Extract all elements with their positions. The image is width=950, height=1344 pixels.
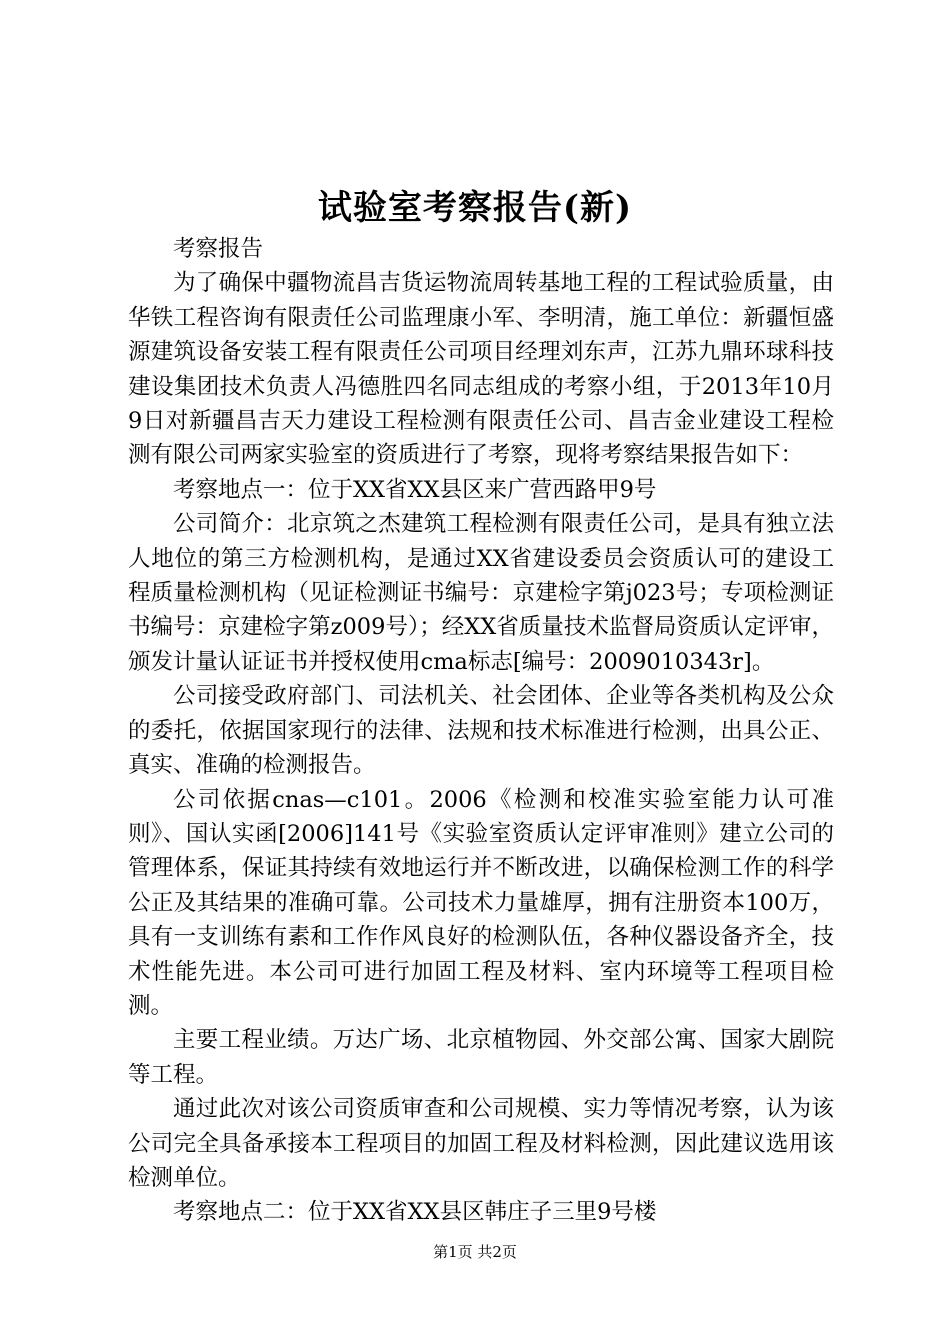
paragraph-company-profile: 公司简介：北京筑之杰建筑工程检测有限责任公司，是具有独立法人地位的第三方检测机构，是通过XX省建设委员会资质认可的建设工程质量检测机构（见证检测证书编号：京建检字第j023号；专项检测证书编号：京建检字第z009号）；经XX省质量技术监督局资质认定评审，颁发计量认证证书并授权使用cma标志[编号：2009010343r]。 [128,511,834,675]
paragraph-site-one: 考察地点一：位于XX省XX县区来广营西路甲9号 [173,476,657,503]
paragraph-achievements: 主要工程业绩。万达广场、北京植物园、外交部公寓、国家大剧院等工程。 [128,1027,834,1088]
paragraph-intro: 为了确保中疆物流昌吉货运物流周转基地工程的工程试验质量，由华铁工程咨询有限责任公司监理康小军、李明清，施工单位：新疆恒盛源建筑设备安装工程有限责任公司项目经理刘东声，江苏九鼎环球科技建设集团技术负责人冯德胜四名同志组成的考察小组，于2013年10月9日对新疆昌吉天力建设工程检测有限责任公司、昌吉金业建设工程检测有限公司两家实验室的资质进行了考察，现将考察结果报告如下： [128,270,834,469]
document-title: 试验室考察报告(新) [317,188,633,228]
paragraph-management-system: 公司依据cnas—c101。2006《检测和校准实验室能力认可准则》、国认实函[2006]141号《实验室资质认定评审准则》建立公司的管理体系，保证其持续有效地运行并不断改进，以确保检测工作的科学公正及其结果的准确可靠。公司技术力量雄厚，拥有注册资本100万，具有一支训练有素和工作作风良好的检测队伍，各种仪器设备齐全，技术性能先进。本公司可进行加固工程及材料、室内环境等工程项目检测。 [128,786,834,1019]
paragraph-site-two: 考察地点二：位于XX省XX县区韩庄子三里9号楼 [173,1199,657,1226]
paragraph-heading: 考察报告 [173,236,264,262]
page-footer: 第1页 共2页 [433,1243,517,1261]
document-body [128,232,834,1230]
paragraph-conclusion: 通过此次对该公司资质审查和公司规模、实力等情况考察，认为该公司完全具备承接本工程项目的加固工程及材料检测，因此建议选用该检测单位。 [128,1096,834,1191]
paragraph-company-scope: 公司接受政府部门、司法机关、社会团体、企业等各类机构及公众的委托，依据国家现行的法律、法规和技术标准进行检测，出具公正、真实、准确的检测报告。 [128,683,834,779]
